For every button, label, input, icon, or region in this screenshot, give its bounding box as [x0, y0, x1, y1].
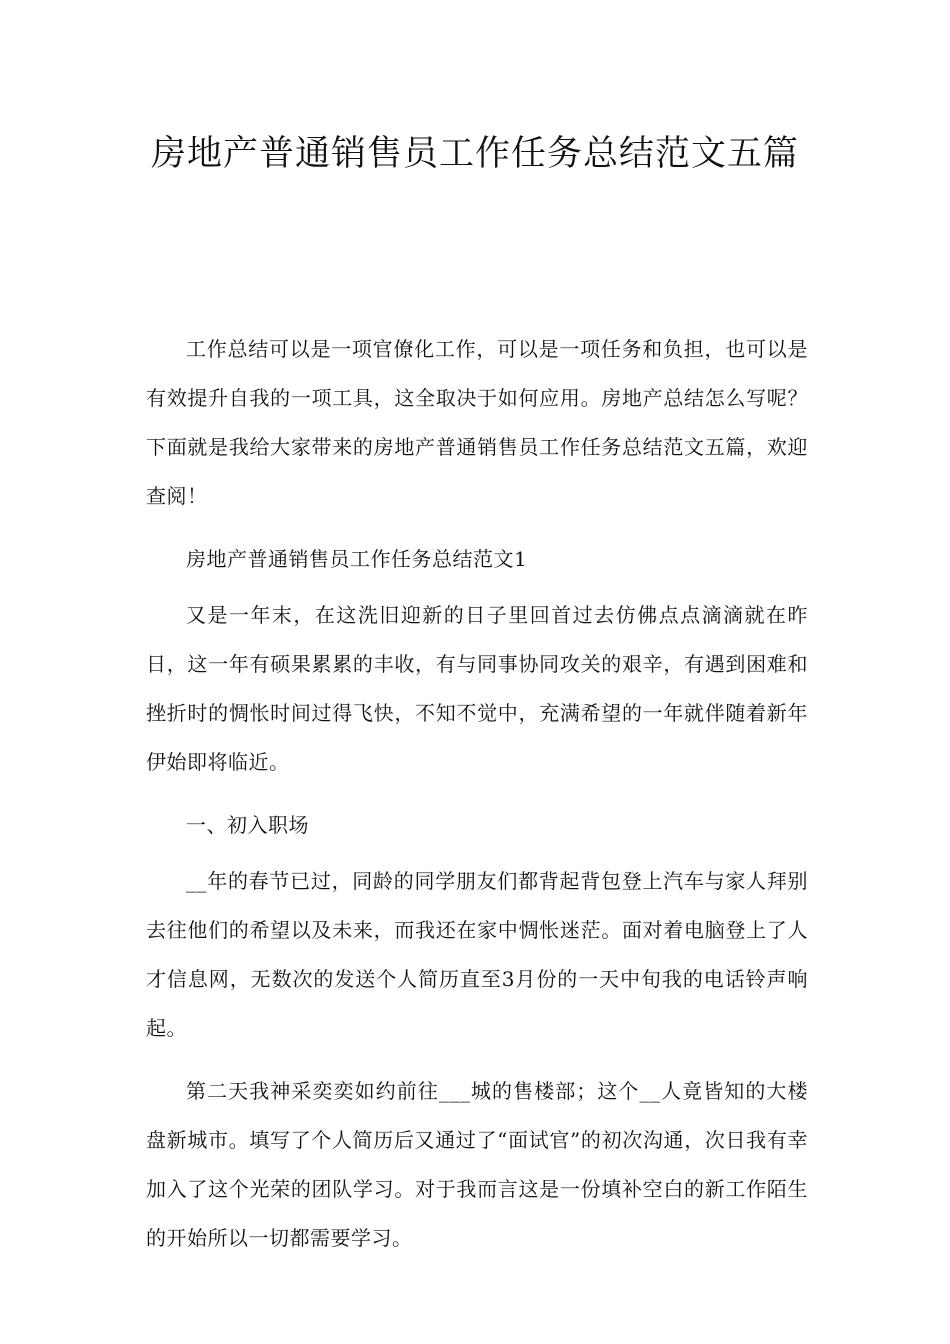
- subheading-first-job: 一、初入职场: [186, 813, 309, 837]
- document-body: [146, 325, 808, 1277]
- body-paragraph: 第二天我神采奕奕如约前往___城的售楼部；这个__人竟皆知的大楼盘新城市。填写了个人简历后又通过了“面试官”的初次沟通，次日我有幸加入了这个光荣的团队学习。对于我而言这是一份填补空白的新工作陌生的开始所以一切都需要学习。: [146, 1079, 808, 1250]
- body-paragraph: __年的春节已过，同龄的同学朋友们都背起背包登上汽车与家人拜别去往他们的希望以及未来，而我还在家中惆怅迷茫。面对着电脑登上了人才信息网，无数次的发送个人简历直至3月份的一天中旬我的电话铃声响起。: [146, 869, 808, 1040]
- intro-paragraph: 工作总结可以是一项官僚化工作，可以是一项任务和负担，也可以是有效提升自我的一项工具，这全取决于如何应用。房地产总结怎么写呢？下面就是我给大家带来的房地产普通销售员工作任务总结范文五篇，欢迎查阅！: [146, 337, 808, 508]
- body-paragraph: 又是一年末，在这洗旧迎新的日子里回首过去仿佛点点滴滴就在昨日，这一年有硕果累累的丰收，有与同事协同攻关的艰辛，有遇到困难和挫折时的惆怅时间过得飞快，不知不觉中，充满希望的一年就伴随着新年伊始即将临近。: [146, 603, 808, 774]
- document-title: 房地产普通销售员工作任务总结范文五篇: [150, 134, 799, 174]
- section-heading-sample-1: 房地产普通销售员工作任务总结范文1: [186, 547, 528, 571]
